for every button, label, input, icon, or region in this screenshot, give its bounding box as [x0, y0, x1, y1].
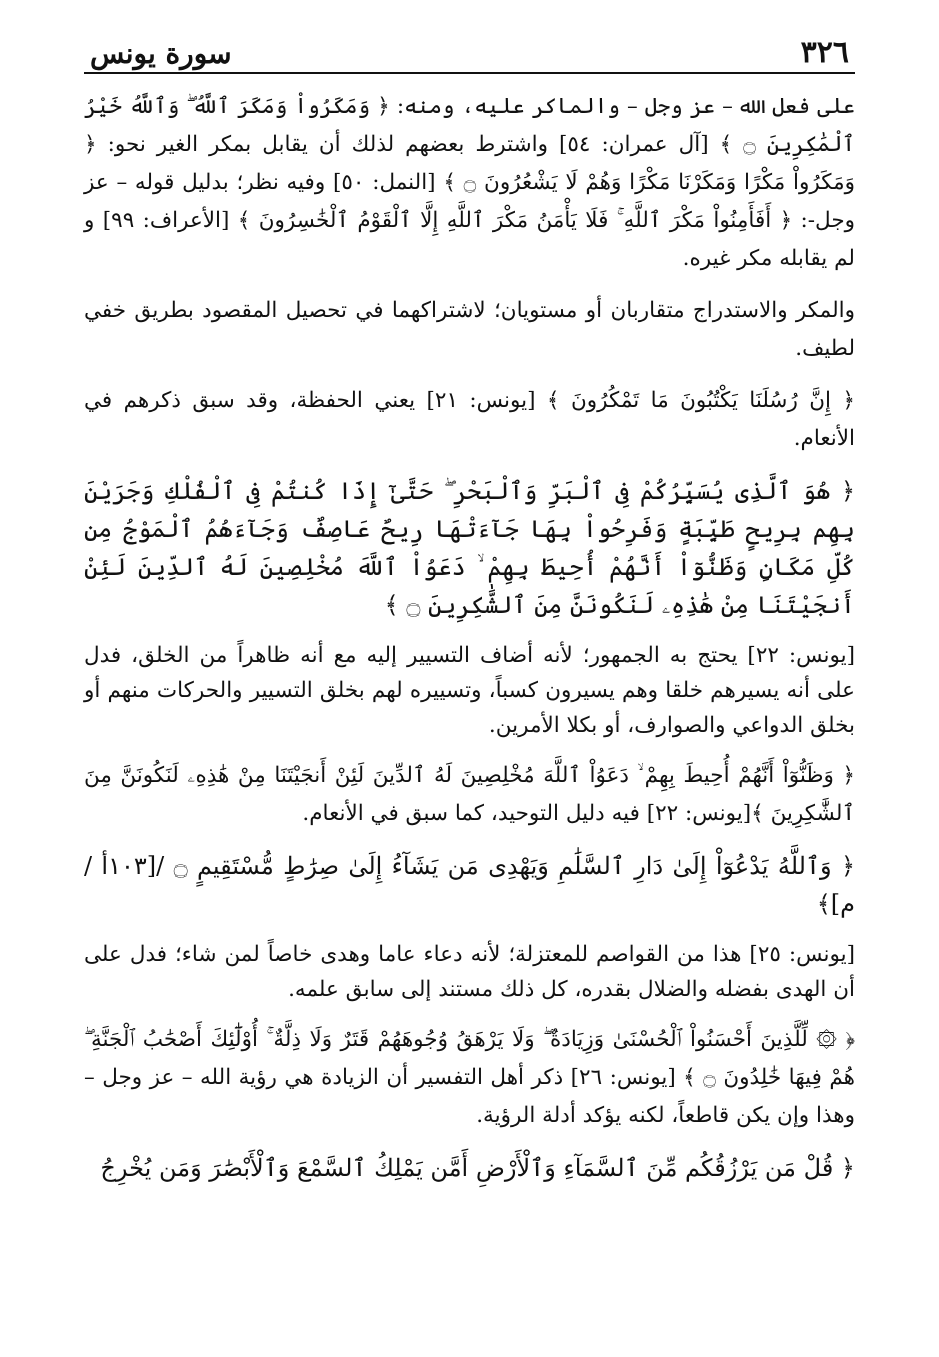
paragraph-makr-meaning: على فعل الله – عز وجل – والماكر عليه، ومنه: ﴿ وَمَكَرُواْ وَمَكَرَ ٱللَّهُ ۖ وَٱللَّهُ خَيْرُ ٱلْمَٰكِرِينَ ۝ ﴾ [آل عمران: ٥٤] واشترط بعضهم لذلك أن يقابل بمكر الغير نحو: ﴿ وَمَكَرُواْ مَكْرًا وَمَكَرْنَا مَكْرًا وَهُمْ لَا يَشْعُرُونَ ۝ ﴾ [النمل: ٥٠] وفيه نظر؛ بدليل قوله – عز وجل-: ﴿ أَفَأَمِنُواْ مَكْرَ ٱللَّهِ ۚ فَلَا يَأْمَنُ مَكْرَ ٱللَّهِ إِلَّا ٱلْقَوْمُ ٱلْخَٰسِرُونَ ﴾ [الأعراف: ٩٩] و لم يقابله مكر غيره. [84, 94, 856, 271]
paragraph-makr-istidraj: والمكر والاستدراج متقاربان أو مستويان؛ لاشتراكهما في تحصيل المقصود بطريق خفي لطيف. [84, 298, 855, 361]
page-header [84, 22, 855, 74]
paragraph-yunus-22-commentary: [يونس: ٢٢] يحتج به الجمهور؛ لأنه أضاف التسيير إليه مع أنه ظاهراً من الخلق، فدل على أنه يسيرهم خلقا وهم يسيرون كسباً، وتسييره لهم بخلق التسيير والحركات منهم أو بخلق الدواعي والصوارف، أو بكلا الأمرين. [84, 643, 855, 738]
verse-yunus-22: ﴿ هُوَ ٱلَّذِى يُسَيِّرُكُمْ فِى ٱلْبَرِّ وَٱلْبَحْرِ ۖ حَتَّىٰٓ إِذَا كُنتُمْ فِى ٱلْفُلْكِ وَجَرَيْنَ بِهِم بِرِيحٍ طَيِّبَةٍ وَفَرِحُواْ بِهَا جَآءَتْهَا رِيحٌ عَاصِفٌ وَجَآءَهُمُ ٱلْمَوْجُ مِن كُلِّ مَكَانٍ وَظَنُّوٓاْ أَنَّهُمْ أُحِيطَ بِهِمْ ۙ دَعَوُاْ ٱللَّهَ مُخْلِصِينَ لَهُ ٱلدِّينَ لَئِنْ أَنجَيْتَنَا مِنْ هَٰذِهِۦ لَنَكُونَنَّ مِنَ ٱلشَّٰكِرِينَ ۝ ﴾ [84, 477, 856, 619]
paragraph-yunus-25-commentary: [يونس: ٢٥] هذا من القواصم للمعتزلة؛ لأنه دعاء عاما وهدى خاصاً لمن شاء؛ فدل على أن الهدى بفضله والضلال بقدره، كل ذلك مستند إلى سابق علمه. [84, 942, 855, 1002]
paragraph-yunus-22-tawhid: ﴿ وَظَنُّوٓاْ أَنَّهُمْ أُحِيطَ بِهِمْ ۙ دَعَوُاْ ٱللَّهَ مُخْلِصِينَ لَهُ ٱلدِّينَ لَئِنْ أَنجَيْتَنَا مِنْ هَٰذِهِۦ لَنَكُونَنَّ مِنَ ٱلشَّٰكِرِينَ ﴾[يونس: ٢٢] فيه دليل التوحيد، كما سبق في الأنعام. [84, 763, 855, 826]
page-body [84, 74, 855, 1187]
verse-yunus-31-start: ﴿ قُلْ مَن يَرْزُقُكُم مِّنَ ٱلسَّمَآءِ وَٱلْأَرْضِ أَمَّن يَمْلِكُ ٱلسَّمْعَ وَٱلْأَبْصَٰرَ وَمَن يُخْرِجُ [100, 1154, 855, 1182]
paragraph-yunus-21: ﴿ إِنَّ رُسُلَنَا يَكْتُبُونَ مَا تَمْكُرُونَ ﴾ [يونس: ٢١] يعني الحفظة، وقد سبق ذكرهم في الأنعام. [84, 388, 856, 451]
verse-yunus-25: ﴿ وَٱللَّهُ يَدْعُوٓاْ إِلَىٰ دَارِ ٱلسَّلَٰمِ وَيَهْدِى مَن يَشَآءُ إِلَىٰ صِرَٰطٍ مُّسْتَقِيمٍ ۝ /[١٠٣أ /م]﴾ [84, 852, 856, 918]
paragraph-yunus-26: ﴿ ۞ لِّلَّذِينَ أَحْسَنُواْ ٱلْحُسْنَىٰ وَزِيَادَةٌ ۖ وَلَا يَرْهَقُ وُجُوهَهُمْ قَتَرٌ وَلَا ذِلَّةٌ ۚ أُوْلَٰٓئِكَ أَصْحَٰبُ ٱلْجَنَّةِ ۖ هُمْ فِيهَا خَٰلِدُونَ ۝ ﴾ [يونس: ٢٦] ذكر أهل التفسير أن الزيادة هي رؤية الله – عز وجل – وهذا وإن يكن قاطعاً، لكنه يؤكد أدلة الرؤية. [84, 1027, 855, 1128]
surah-title: سورة يونس [90, 37, 232, 70]
page-number: ٣٢٦ [800, 35, 849, 70]
